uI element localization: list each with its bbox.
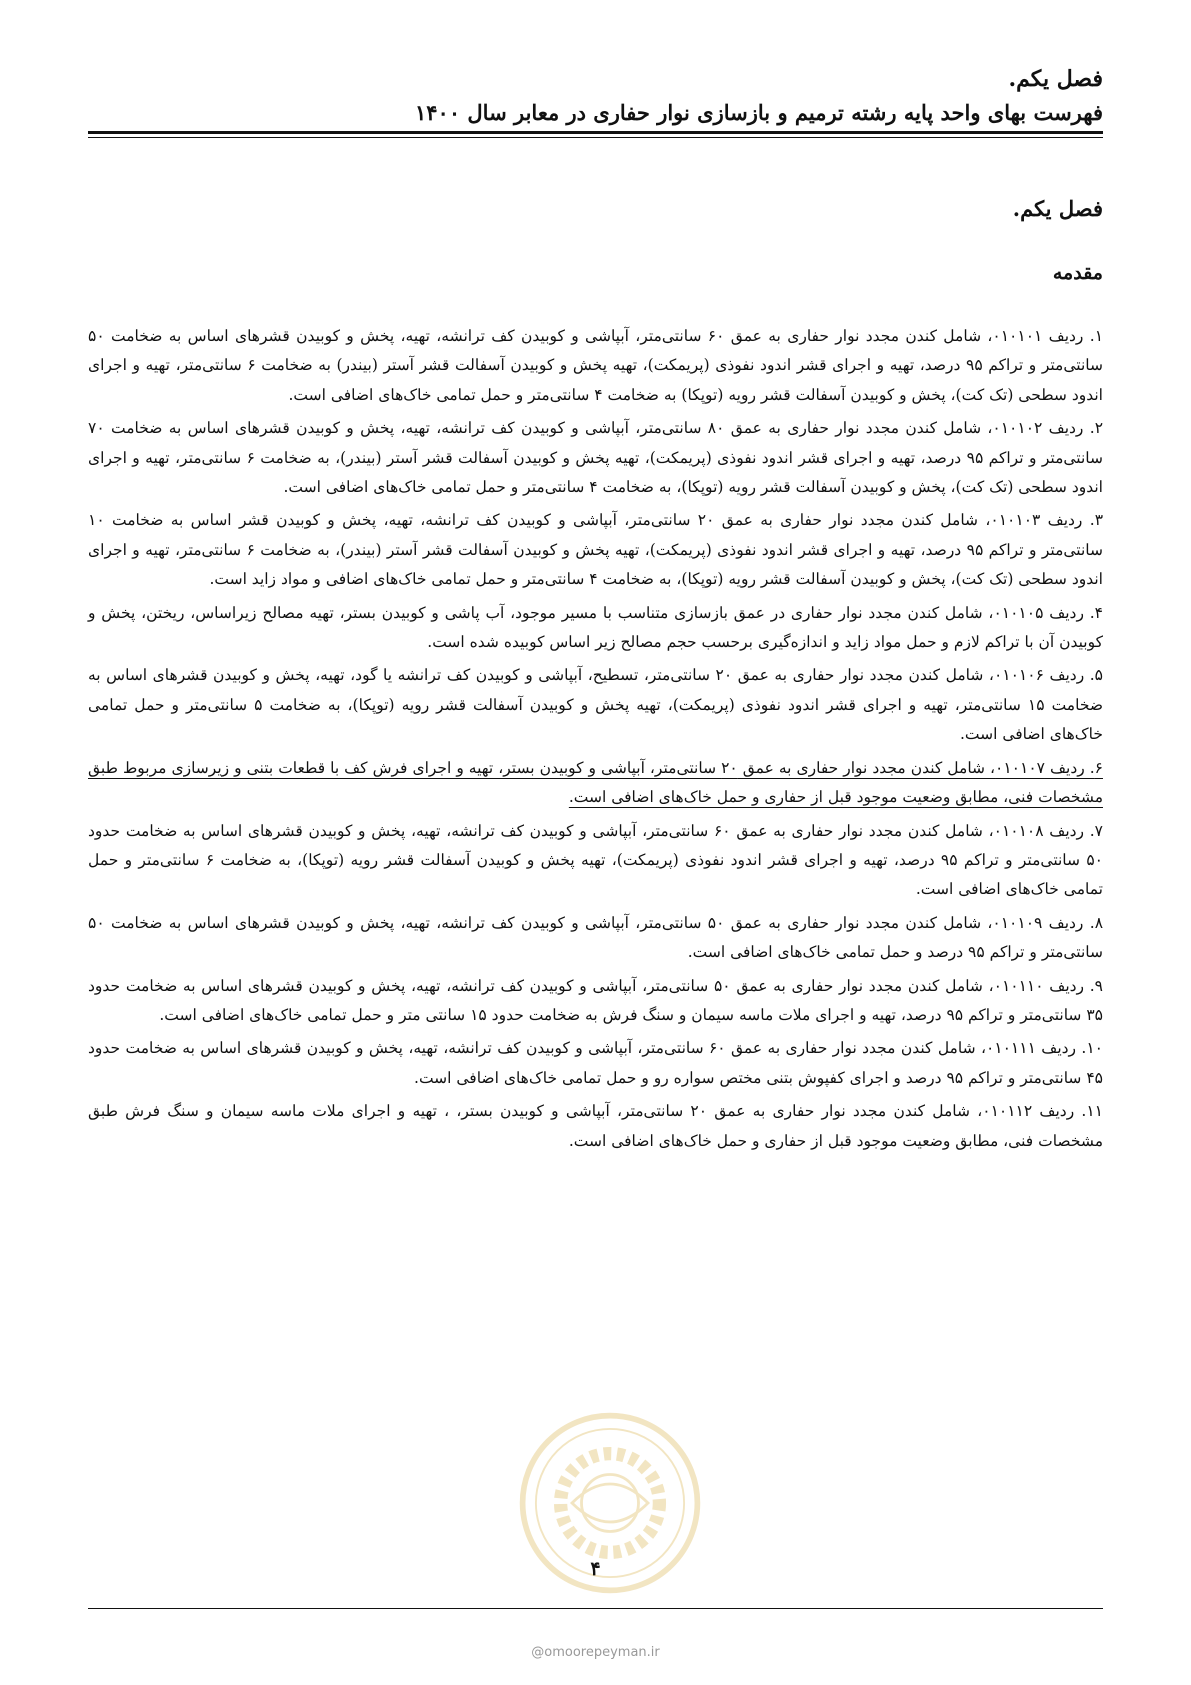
paragraph-6: ۶. ردیف ۰۱۰۱۰۷، شامل کندن مجدد نوار حفاری به عمق ۲۰ سانتی‌متر، آبپاشی و کوبیدن بستر، تهیه و اجرای فرش کف با قطعات بتنی و زیرسازی مربوط طبق مشخصات فنی، مطابق وضعیت موجود قبل از حفاری و حمل خاک‌های اضافی است.: [88, 758, 1103, 807]
page-header: [88, 64, 1103, 128]
paragraph-2: ۲. ردیف ۰۱۰۱۰۲، شامل کندن مجدد نوار حفاری به عمق ۸۰ سانتی‌متر، آبپاشی و کوبیدن کف ترانشه، تهیه، پخش و کوبیدن قشرهای اساس به ضخامت ۷۰ سانتی‌متر و تراکم ۹۵ درصد، تهیه و اجرای قشر اندود نفوذی (پریمکت)، تهیه پخش و کوبیدن آسفالت قشر آستر (بیندر)، به ضخامت ۶ سانتی‌متر، تهیه و اجرای اندود سطحی (تک کت)، پخش و کوبیدن آسفالت قشر رویه (توپکا)، به ضخامت ۴ سانتی‌متر و حمل تمامی خاک‌های اضافی است.: [88, 419, 1104, 497]
body-text: [88, 322, 1103, 1160]
paragraph-1: ۱. ردیف ۰۱۰۱۰۱، شامل کندن مجدد نوار حفاری به عمق ۶۰ سانتی‌متر، آبپاشی و کوبیدن کف ترانشه، تهیه، پخش و کوبیدن قشرهای اساس به ضخامت ۵۰ سانتی‌متر و تراکم ۹۵ درصد، تهیه و اجرای قشر اندود نفوذی (پریمکت)، تهیه پخش و کوبیدن آسفالت قشر آستر (بیندر) به ضخامت ۶ سانتی‌متر، تهیه و اجرای اندود سطحی (تک کت)، پخش و کوبیدن آسفالت قشر رویه (توپکا) به ضخامت ۴ سانتی‌متر و حمل تمامی خاک‌های اضافی است.: [88, 327, 1104, 404]
header-chapter: فصل یکم.: [1008, 66, 1103, 92]
chapter-heading: فصل یکم.: [1012, 196, 1103, 221]
header-rule-thin: [88, 137, 1103, 138]
paragraph-4: ۴. ردیف ۰۱۰۱۰۵، شامل کندن مجدد نوار حفاری در عمق بازسازی متناسب با مسیر موجود، آب پاشی و کوبیدن بستر، تهیه مصالح زیراساس، ریختن، پخش و کوبیدن آن با تراکم لازم و حمل مواد زاید و اندازه‌گیری برحسب حجم مصالح زیر اساس کوبیده شده است.: [88, 603, 1103, 652]
paragraph-11: ۱۱. ردیف ۰۱۰۱۱۲، شامل کندن مجدد نوار حفاری به عمق ۲۰ سانتی‌متر، آبپاشی و کوبیدن بستر، ، تهیه و اجرای ملات ماسه سیمان و سنگ فرش طبق مشخصات فنی، مطابق وضعیت موجود قبل از حفاری و حمل خاک‌های اضافی است.: [88, 1102, 1103, 1150]
header-title: فهرست بهای واحد پایه رشته ترمیم و بازسازی نوار حفاری در معابر سال ۱۴۰۰: [414, 100, 1103, 125]
paragraph-7: ۷. ردیف ۰۱۰۱۰۸، شامل کندن مجدد نوار حفاری به عمق ۶۰ سانتی‌متر، آبپاشی و کوبیدن کف ترانشه، تهیه، پخش و کوبیدن قشرهای اساس به ضخامت حدود ۵۰ سانتی‌متر و تراکم ۹۵ درصد، تهیه و اجرای قشر اندود نفوذی (پریمکت)، تهیه پخش و کوبیدن آسفالت قشر رویه (توپکا)، به ضخامت ۶ سانتی‌متر و حمل تمامی خاک‌های اضافی است.: [88, 821, 1103, 899]
paragraph-10: ۱۰. ردیف ۰۱۰۱۱۱، شامل کندن مجدد نوار حفاری به عمق ۶۰ سانتی‌متر، آبپاشی و کوبیدن کف ترانشه، تهیه، پخش و کوبیدن قشرهای اساس به ضخامت حدود ۴۵ سانتی‌متر و تراکم ۹۵ درصد و اجرای کفپوش بتنی مختص سواره رو و حمل تمامی خاک‌های اضافی است.: [88, 1039, 1103, 1087]
paragraph-3: ۳. ردیف ۰۱۰۱۰۳، شامل کندن مجدد نوار حفاری به عمق ۲۰ سانتی‌متر، آبپاشی و کوبیدن کف ترانشه، تهیه، پخش و کوبیدن قشر اساس به ضخامت ۱۰ سانتی‌متر و تراکم ۹۵ درصد، تهیه و اجرای قشر اندود نفوذی (پریمکت)، تهیه پخش و کوبیدن آسفالت قشر آستر (بیندر)، به ضخامت ۶ سانتی‌متر، تهیه و اجرای اندود سطحی (تک کت)، پخش و کوبیدن آسفالت قشر رویه (توپکا)، به ضخامت ۴ سانتی‌متر و حمل تمامی خاک‌های اضافی و مواد زاید است.: [88, 511, 1104, 589]
footer-rule: [88, 1608, 1103, 1609]
paragraph-9: ۹. ردیف ۰۱۰۱۱۰، شامل کندن مجدد نوار حفاری به عمق ۵۰ سانتی‌متر، آبپاشی و کوبیدن کف ترانشه، تهیه، پخش و کوبیدن قشرهای اساس به ضخامت حدود ۳۵ سانتی‌متر و تراکم ۹۵ درصد، تهیه و اجرای ملات ماسه سیمان و سنگ فرش به ضخامت حدود ۱۵ سانتی متر و حمل تمامی خاک‌های اضافی است.: [88, 976, 1103, 1024]
header-rule-thick: [88, 131, 1103, 134]
page-number: ۴: [590, 1558, 601, 1580]
watermark-url: @omoorepeyman.ir: [531, 1645, 660, 1660]
paragraph-5: ۵. ردیف ۰۱۰۱۰۶، شامل کندن مجدد نوار حفاری به عمق ۲۰ سانتی‌متر، تسطیح، آبپاشی و کوبیدن کف ترانشه یا گود، تهیه، پخش و کوبیدن قشرهای اساس به ضخامت ۱۵ سانتی‌متر، تهیه و اجرای قشر اندود نفوذی (پریمکت)، تهیه پخش و کوبیدن آسفالت قشر رویه (توپکا)، به ضخامت ۵ سانتی‌متر و حمل تمامی خاک‌های اضافی است.: [88, 666, 1103, 744]
intro-heading: مقدمه: [1052, 262, 1103, 284]
paragraph-8: ۸. ردیف ۰۱۰۱۰۹، شامل کندن مجدد نوار حفاری به عمق ۵۰ سانتی‌متر، آبپاشی و کوبیدن کف ترانشه، تهیه، پخش و کوبیدن قشرهای اساس به ضخامت ۵۰ سانتی‌متر و تراکم ۹۵ درصد و حمل تمامی خاک‌های اضافی است.: [88, 913, 1104, 962]
